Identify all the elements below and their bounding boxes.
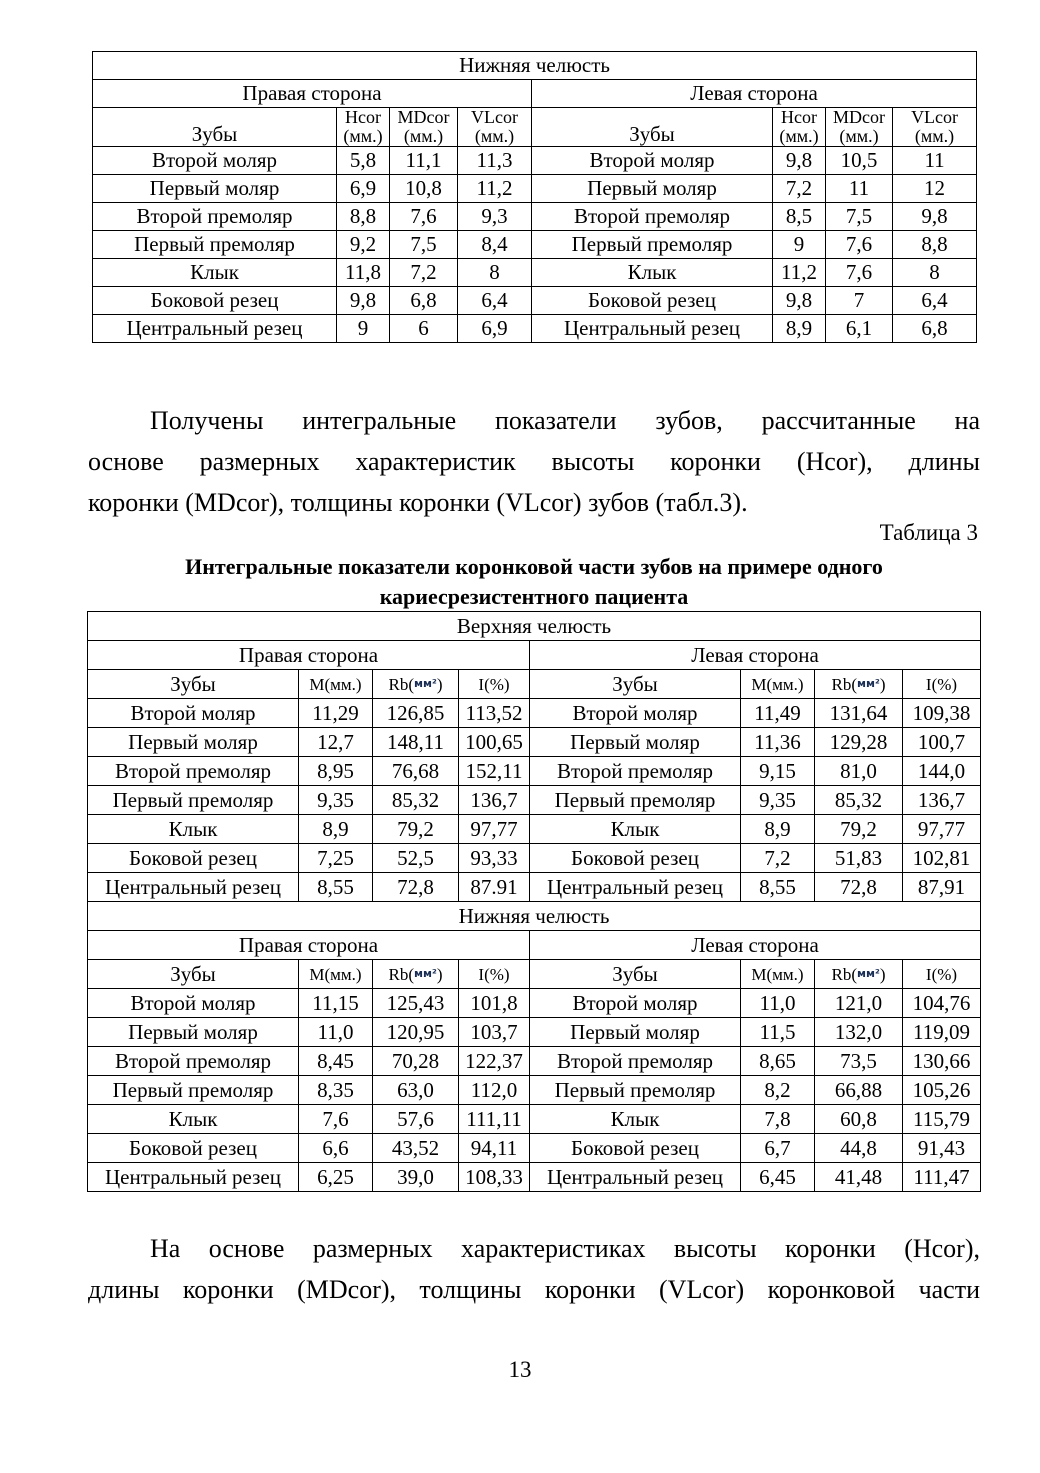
tooth-name: Центральный резец — [530, 1163, 741, 1192]
tooth-name: Боковой резец — [530, 844, 741, 873]
tooth-name: Центральный резец — [88, 1163, 299, 1192]
value-cell: 9,35 — [299, 786, 373, 815]
value-cell: 11,29 — [299, 699, 373, 728]
tooth-name: Центральный резец — [88, 873, 299, 902]
value-cell: 12 — [893, 175, 977, 203]
column-header-row — [88, 960, 981, 989]
table-row — [88, 989, 981, 1018]
tooth-name: Второй премоляр — [532, 203, 773, 231]
jaw-header: Верхняя челюсть — [88, 612, 981, 641]
value-cell: 7,5 — [390, 231, 458, 259]
value-cell: 79,2 — [815, 815, 903, 844]
table-row — [93, 147, 977, 175]
i-column-header: I(%) — [459, 670, 530, 699]
value-cell: 6,9 — [337, 175, 390, 203]
tooth-name: Первый моляр — [532, 175, 773, 203]
tooth-name: Второй моляр — [530, 699, 741, 728]
table-row — [88, 699, 981, 728]
value-cell: 7,2 — [390, 259, 458, 287]
rb-column-header: Rb(мм²) — [373, 960, 459, 989]
value-cell: 111,11 — [459, 1105, 530, 1134]
value-cell: 8,9 — [299, 815, 373, 844]
value-cell: 136,7 — [903, 786, 981, 815]
value-cell: 115,79 — [903, 1105, 981, 1134]
table-row — [88, 1047, 981, 1076]
value-cell: 125,43 — [373, 989, 459, 1018]
value-cell: 103,7 — [459, 1018, 530, 1047]
table-row — [88, 1076, 981, 1105]
value-cell: 8 — [458, 259, 532, 287]
page-number: 13 — [508, 1357, 532, 1382]
left-side-header: Левая сторона — [532, 80, 977, 108]
value-cell: 108,33 — [459, 1163, 530, 1192]
value-cell: 121,0 — [815, 989, 903, 1018]
body-paragraph — [88, 400, 980, 523]
value-cell: 8,95 — [299, 757, 373, 786]
table-row — [88, 757, 981, 786]
tooth-name: Первый моляр — [93, 175, 337, 203]
value-cell: 11,2 — [773, 259, 826, 287]
tooth-name: Второй премоляр — [530, 757, 741, 786]
teeth-column-header: Зубы — [530, 960, 741, 989]
value-cell: 8,55 — [741, 873, 815, 902]
value-cell: 120,95 — [373, 1018, 459, 1047]
value-cell: 152,11 — [459, 757, 530, 786]
rb-column-header: Rb(мм²) — [815, 960, 903, 989]
value-cell: 87.91 — [459, 873, 530, 902]
value-cell: 81,0 — [815, 757, 903, 786]
value-cell: 97,77 — [459, 815, 530, 844]
value-cell: 9,3 — [458, 203, 532, 231]
tooth-name: Второй премоляр — [93, 203, 337, 231]
value-cell: 79,2 — [373, 815, 459, 844]
value-cell: 6 — [390, 315, 458, 343]
value-cell: 6,4 — [458, 287, 532, 315]
paragraph-line: длины коронки (MDcor), толщины коронки (VLcor) коронковой части — [88, 1275, 980, 1304]
tooth-name: Первый премоляр — [88, 1076, 299, 1105]
teeth-column-header: Зубы — [532, 108, 773, 147]
table-row — [93, 315, 977, 343]
tooth-name: Боковой резец — [88, 844, 299, 873]
value-cell: 6,4 — [893, 287, 977, 315]
tooth-name: Центральный резец — [532, 315, 773, 343]
value-cell: 72,8 — [815, 873, 903, 902]
value-cell: 43,52 — [373, 1134, 459, 1163]
value-cell: 11,5 — [741, 1018, 815, 1047]
tooth-name: Клык — [532, 259, 773, 287]
value-cell: 129,28 — [815, 728, 903, 757]
value-cell: 7,2 — [773, 175, 826, 203]
value-cell: 102,81 — [903, 844, 981, 873]
hcor-column-header: Hcor (мм.) — [773, 108, 826, 147]
paragraph-line: На основе размерных характеристиках высоты коронки (Hcor), — [150, 1234, 980, 1263]
teeth-column-header: Зубы — [88, 960, 299, 989]
value-cell: 132,0 — [815, 1018, 903, 1047]
value-cell: 52,5 — [373, 844, 459, 873]
value-cell: 101,8 — [459, 989, 530, 1018]
value-cell: 148,11 — [373, 728, 459, 757]
tooth-name: Первый премоляр — [93, 231, 337, 259]
value-cell: 94,11 — [459, 1134, 530, 1163]
value-cell: 10,8 — [390, 175, 458, 203]
value-cell: 9,8 — [773, 287, 826, 315]
value-cell: 85,32 — [373, 786, 459, 815]
value-cell: 12,7 — [299, 728, 373, 757]
teeth-column-header: Зубы — [88, 670, 299, 699]
value-cell: 11,3 — [458, 147, 532, 175]
left-side-header: Левая сторона — [530, 641, 981, 670]
value-cell: 6,9 — [458, 315, 532, 343]
teeth-column-header: Зубы — [93, 108, 337, 147]
value-cell: 7,6 — [826, 259, 893, 287]
tooth-name: Боковой резец — [93, 287, 337, 315]
table-row — [93, 259, 977, 287]
value-cell: 7,2 — [741, 844, 815, 873]
table-row — [88, 1134, 981, 1163]
value-cell: 9,2 — [337, 231, 390, 259]
value-cell: 8,8 — [893, 231, 977, 259]
i-column-header: I(%) — [459, 960, 530, 989]
m-column-header: M(мм.) — [741, 960, 815, 989]
table-row — [88, 786, 981, 815]
table-row — [93, 175, 977, 203]
value-cell: 11,1 — [390, 147, 458, 175]
value-cell: 6,7 — [741, 1134, 815, 1163]
value-cell: 136,7 — [459, 786, 530, 815]
value-cell: 9,35 — [741, 786, 815, 815]
value-cell: 57,6 — [373, 1105, 459, 1134]
lower-jaw-dimensions-table — [92, 51, 977, 343]
left-side-header: Левая сторона — [530, 931, 981, 960]
table-row — [88, 728, 981, 757]
value-cell: 6,45 — [741, 1163, 815, 1192]
value-cell: 10,5 — [826, 147, 893, 175]
i-column-header: I(%) — [903, 670, 981, 699]
tooth-name: Центральный резец — [93, 315, 337, 343]
value-cell: 7,5 — [826, 203, 893, 231]
table-row — [88, 1163, 981, 1192]
table-row — [88, 873, 981, 902]
value-cell: 8,2 — [741, 1076, 815, 1105]
paragraph-line: коронки (MDcor), толщины коронки (VLcor) зубов (табл.3). — [88, 488, 748, 517]
tooth-name: Клык — [530, 815, 741, 844]
value-cell: 104,76 — [903, 989, 981, 1018]
teeth-column-header: Зубы — [530, 670, 741, 699]
paragraph-line: основе размерных характеристик высоты коронки (Hcor), длины — [88, 447, 980, 476]
value-cell: 131,64 — [815, 699, 903, 728]
value-cell: 6,1 — [826, 315, 893, 343]
value-cell: 122,37 — [459, 1047, 530, 1076]
tooth-name: Второй моляр — [530, 989, 741, 1018]
tooth-name: Первый моляр — [88, 1018, 299, 1047]
value-cell: 11,36 — [741, 728, 815, 757]
right-side-header: Правая сторона — [88, 641, 530, 670]
tooth-name: Центральный резец — [530, 873, 741, 902]
value-cell: 91,43 — [903, 1134, 981, 1163]
table-label: Таблица 3 — [879, 520, 978, 545]
tooth-name: Второй моляр — [532, 147, 773, 175]
m-column-header: M(мм.) — [299, 960, 373, 989]
table-row — [88, 1105, 981, 1134]
right-side-header: Правая сторона — [88, 931, 530, 960]
table-row — [88, 844, 981, 873]
value-cell: 130,66 — [903, 1047, 981, 1076]
tooth-name: Второй моляр — [93, 147, 337, 175]
value-cell: 70,28 — [373, 1047, 459, 1076]
tooth-name: Первый премоляр — [88, 786, 299, 815]
value-cell: 76,68 — [373, 757, 459, 786]
value-cell: 8,5 — [773, 203, 826, 231]
tooth-name: Первый моляр — [530, 728, 741, 757]
jaw-header: Нижняя челюсть — [88, 902, 981, 931]
tooth-name: Клык — [88, 1105, 299, 1134]
tooth-name: Первый премоляр — [530, 1076, 741, 1105]
value-cell: 7 — [826, 287, 893, 315]
value-cell: 144,0 — [903, 757, 981, 786]
body-paragraph — [88, 1228, 980, 1310]
tooth-name: Второй премоляр — [88, 757, 299, 786]
value-cell: 39,0 — [373, 1163, 459, 1192]
value-cell: 7,8 — [741, 1105, 815, 1134]
value-cell: 6,8 — [893, 315, 977, 343]
value-cell: 9 — [773, 231, 826, 259]
value-cell: 100,7 — [903, 728, 981, 757]
tooth-name: Первый премоляр — [530, 786, 741, 815]
column-header-row — [93, 108, 977, 147]
value-cell: 87,91 — [903, 873, 981, 902]
value-cell: 97,77 — [903, 815, 981, 844]
value-cell: 9,8 — [893, 203, 977, 231]
value-cell: 6,25 — [299, 1163, 373, 1192]
column-header-row — [88, 670, 981, 699]
value-cell: 8,9 — [773, 315, 826, 343]
tooth-name: Клык — [88, 815, 299, 844]
table-row — [88, 1018, 981, 1047]
table-row — [88, 815, 981, 844]
tooth-name: Первый премоляр — [532, 231, 773, 259]
table-row — [93, 287, 977, 315]
value-cell: 8,45 — [299, 1047, 373, 1076]
tooth-name: Второй моляр — [88, 989, 299, 1018]
value-cell: 9 — [337, 315, 390, 343]
value-cell: 100,65 — [459, 728, 530, 757]
value-cell: 72,8 — [373, 873, 459, 902]
rb-column-header: Rb(мм²) — [815, 670, 903, 699]
value-cell: 8,4 — [458, 231, 532, 259]
value-cell: 9,8 — [337, 287, 390, 315]
table-row — [93, 203, 977, 231]
tooth-name: Боковой резец — [532, 287, 773, 315]
value-cell: 85,32 — [815, 786, 903, 815]
value-cell: 126,85 — [373, 699, 459, 728]
value-cell: 8,55 — [299, 873, 373, 902]
tooth-name: Клык — [93, 259, 337, 287]
value-cell: 60,8 — [815, 1105, 903, 1134]
value-cell: 6,6 — [299, 1134, 373, 1163]
value-cell: 11,0 — [741, 989, 815, 1018]
vlcor-column-header: VLcor (мм.) — [893, 108, 977, 147]
tooth-name: Второй моляр — [88, 699, 299, 728]
value-cell: 112,0 — [459, 1076, 530, 1105]
value-cell: 63,0 — [373, 1076, 459, 1105]
tooth-name: Боковой резец — [530, 1134, 741, 1163]
value-cell: 11 — [826, 175, 893, 203]
value-cell: 111,47 — [903, 1163, 981, 1192]
value-cell: 41,48 — [815, 1163, 903, 1192]
value-cell: 105,26 — [903, 1076, 981, 1105]
value-cell: 8,9 — [741, 815, 815, 844]
paragraph-line: Получены интегральные показатели зубов, рассчитанные на — [150, 406, 980, 435]
tooth-name: Второй премоляр — [88, 1047, 299, 1076]
value-cell: 51,83 — [815, 844, 903, 873]
value-cell: 93,33 — [459, 844, 530, 873]
value-cell: 11,49 — [741, 699, 815, 728]
value-cell: 11,15 — [299, 989, 373, 1018]
value-cell: 11,2 — [458, 175, 532, 203]
i-column-header: I(%) — [903, 960, 981, 989]
value-cell: 44,8 — [815, 1134, 903, 1163]
value-cell: 9,15 — [741, 757, 815, 786]
value-cell: 109,38 — [903, 699, 981, 728]
value-cell: 7,25 — [299, 844, 373, 873]
m-column-header: M(мм.) — [741, 670, 815, 699]
value-cell: 8,35 — [299, 1076, 373, 1105]
value-cell: 119,09 — [903, 1018, 981, 1047]
value-cell: 7,6 — [390, 203, 458, 231]
value-cell: 8 — [893, 259, 977, 287]
value-cell: 11,8 — [337, 259, 390, 287]
m-column-header: M(мм.) — [299, 670, 373, 699]
mdcor-column-header: MDcor (мм.) — [826, 108, 893, 147]
value-cell: 73,5 — [815, 1047, 903, 1076]
value-cell: 8,8 — [337, 203, 390, 231]
value-cell: 8,65 — [741, 1047, 815, 1076]
tooth-name: Клык — [530, 1105, 741, 1134]
tooth-name: Второй премоляр — [530, 1047, 741, 1076]
vlcor-column-header: VLcor (мм.) — [458, 108, 532, 147]
tooth-name: Первый моляр — [88, 728, 299, 757]
value-cell: 113,52 — [459, 699, 530, 728]
value-cell: 11 — [893, 147, 977, 175]
jaw-header: Нижняя челюсть — [93, 52, 977, 80]
rb-column-header: Rb(мм²) — [373, 670, 459, 699]
table-row — [93, 231, 977, 259]
tooth-name: Первый моляр — [530, 1018, 741, 1047]
right-side-header: Правая сторона — [93, 80, 532, 108]
value-cell: 6,8 — [390, 287, 458, 315]
mdcor-column-header: MDcor (мм.) — [390, 108, 458, 147]
table-title: Интегральные показатели коронковой части зубов на примере одного кариесрезистентного пациента — [185, 554, 883, 609]
value-cell: 9,8 — [773, 147, 826, 175]
integral-indices-table — [87, 611, 981, 1192]
value-cell: 7,6 — [299, 1105, 373, 1134]
hcor-column-header: Hcor (мм.) — [337, 108, 390, 147]
value-cell: 7,6 — [826, 231, 893, 259]
value-cell: 11,0 — [299, 1018, 373, 1047]
tooth-name: Боковой резец — [88, 1134, 299, 1163]
value-cell: 66,88 — [815, 1076, 903, 1105]
value-cell: 5,8 — [337, 147, 390, 175]
